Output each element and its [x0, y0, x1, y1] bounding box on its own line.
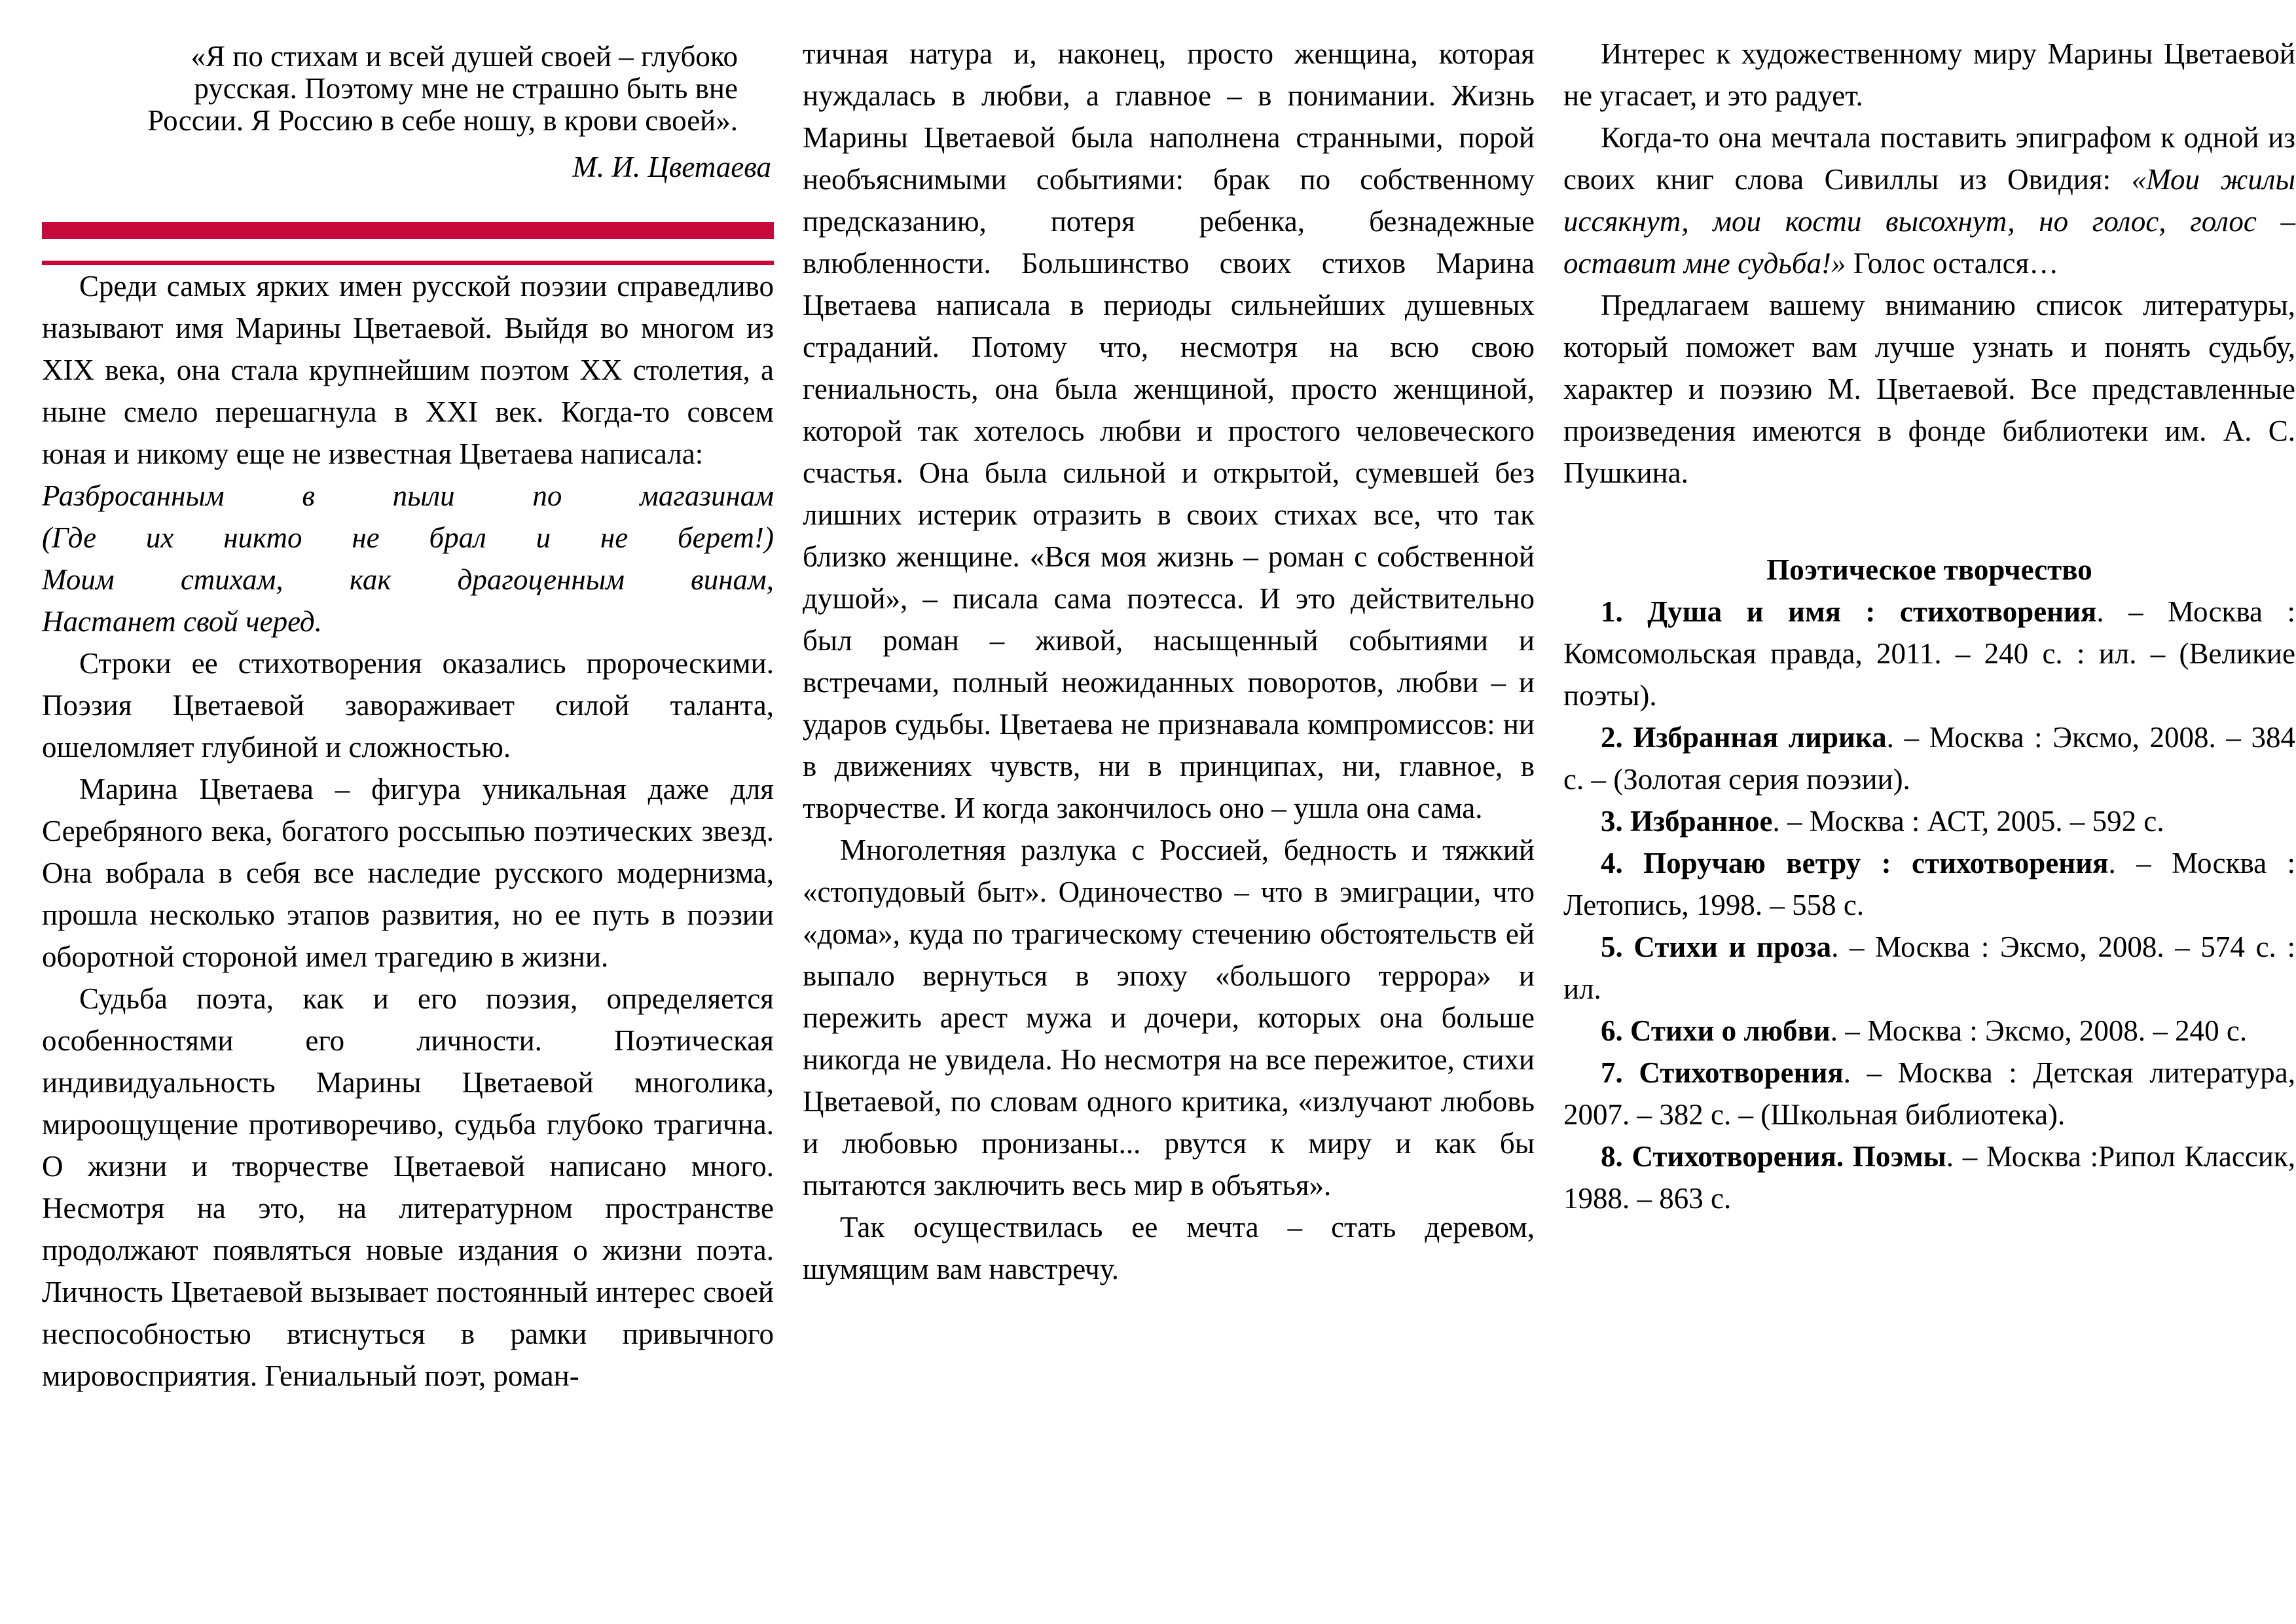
bibliography-item	[1563, 842, 2295, 926]
column-right	[1563, 33, 2295, 1624]
divider-thin-line	[42, 261, 774, 265]
bibliography-item	[1563, 716, 2295, 800]
bibliography-item	[1563, 1135, 2295, 1219]
quote-tail: Голос остался…	[1846, 247, 2059, 280]
item-title: 3. Избранное	[1601, 805, 1773, 838]
sibyl-quote: «Мои жилы иссякнут, мои кости высохнут, но голос, голос – оставит мне судьба!»	[1563, 163, 2295, 280]
item-details: . – Москва : Летопись, 1998. – 558 с.	[1563, 847, 2295, 921]
epigraph-quote: «Я по стихам и всей душей своей – глубоко русская. Поэтому мне не страшно быть вне России. Я Россию в себе ношу, в крови своей».	[147, 40, 738, 137]
item-details: . – Москва : Комсомольская правда, 2011. – 240 с. : ил. – (Великие поэты).	[1563, 595, 2295, 712]
paragraph: Судьба поэта, как и его поэзия, определяется особенностями его личности. Поэтическая индивидуальность Марины Цветаевой многолика, мироощущение противоречиво, судьба глубоко трагична. О жизни и творчестве Цветаевой написано много. Несмотря на это, на литературном пространстве продолжают появляться новые издания о жизни поэта. Личность Цветаевой вызывает постоянный интерес своей неспособностью втиснуться в рамки привычного мировосприятия. Гениальный поэт, роман-	[42, 982, 774, 1392]
paragraph: Так осуществилась ее мечта – стать деревом, шумящим вам навстречу.	[803, 1211, 1535, 1285]
item-title: 5. Стихи и проза	[1601, 931, 1832, 963]
item-title: 6. Стихи о любви	[1601, 1014, 1831, 1047]
column-left	[42, 33, 774, 1624]
poem-block	[42, 475, 774, 642]
epigraph-author: М. И. Цветаева	[572, 151, 771, 183]
quote-lead-in: Когда-то она мечтала поставить эпиграфом к одной из своих книг слова Сивиллы из Овидия:	[1563, 121, 2295, 196]
bibliography-item	[1563, 926, 2295, 1010]
bibliography-item	[1563, 800, 2295, 842]
item-title: 8. Стихотворения. Поэмы	[1601, 1140, 1946, 1173]
divider-thick-bar	[42, 222, 774, 239]
poem-line: Разбросанным в пыли по магазинам	[42, 479, 774, 512]
poem-line: (Где их никто не брал и не берет!)	[42, 521, 774, 554]
poem-line: Настанет свой черед.	[42, 605, 322, 638]
column-center	[803, 33, 1535, 1624]
bibliography-item	[1563, 1052, 2295, 1135]
paragraph: Строки ее стихотворения оказались пророческими. Поэзия Цветаевой завораживает силой таланта, ошеломляет глубиной и сложностью.	[42, 647, 774, 764]
paragraph: Марина Цветаева – фигура уникальная даже для Серебряного века, богатого россыпью поэтических звезд. Она вобрала в себя все наследие русского модернизма, прошла несколько этапов развития, но ее путь в поэзии оборотной стороной имел трагедию в жизни.	[42, 773, 774, 973]
item-details: . – Москва : АСТ, 2005. – 592 с.	[1772, 805, 2164, 838]
item-title: 4. Поручаю ветру : стихотворения	[1601, 847, 2109, 879]
bibliography-item	[1563, 591, 2295, 716]
paragraph: Интерес к художественному миру Марины Цветаевой не угасает, и это радует.	[1563, 37, 2295, 112]
paragraph-reading-list-intro: Предлагаем вашему вниманию список литературы, который поможет вам лучше узнать и понять судьбу, характер и поэзию М. Цветаевой. Все представленные произведения имеются в фонде библиотеки им. А. С. Пушкина.	[1563, 289, 2295, 489]
paragraph: Многолетняя разлука с Россией, бедность и тяжкий «стопудовый быт». Одиночество – что в эмиграции, что «дома», куда по трагическому стечению обстоятельств ей выпало вернуться в эпоху «большого террора» и пережить арест мужа и дочери, которых она больше никогда не увидела. Но несмотря на все пережитое, стихи Цветаевой, по словам одного критика, «излучают любовь и любовью пронизаны... рвутся к миру и как бы пытаются заключить весь мир в объятья».	[803, 834, 1535, 1202]
paragraph-with-quote	[1563, 117, 2295, 284]
item-details: . – Москва : Эксмо, 2008. – 240 с.	[1830, 1014, 2248, 1047]
section-heading: Поэтическое творчество	[1766, 553, 2092, 586]
paragraph-continuation: тичная натура и, наконец, просто женщина, которая нуждалась в любви, а главное – в понимании. Жизнь Марины Цветаевой была наполнена странными, порой необъяснимыми событиями: брак по собственному предсказанию, потеря ребенка, безнадежные влюбленности. Большинство своих стихов Марина Цветаева написала в периоды сильнейших душевных страданий. Потому что, несмотря на всю свою гениальность, она была женщиной, просто женщиной, которой так хотелось любви и простого человеческого счастья. Она была сильной и открытой, сумевшей без лишних истерик отразить в своих стихах все, что так близко женщине. «Вся моя жизнь – роман с собственной душой», – писала сама поэтесса. И это действительно был роман – живой, насыщенный событиями и встречами, полный неожиданных поворотов, любви – и ударов судьбы. Цветаева не признавала компромиссов: ни в движениях чувств, ни в принципах, ни, главное, в творчестве. И когда закончилось оно – ушла она сама.	[803, 37, 1535, 824]
poem-line: Моим стихам, как драгоценным винам,	[42, 563, 774, 596]
bibliography-item	[1563, 1010, 2295, 1052]
item-title: 7. Стихотворения	[1601, 1056, 1844, 1089]
item-details: . – Москва :Рипол Классик, 1988. – 863 с.	[1563, 1140, 2295, 1215]
item-details: . – Москва : Детская литература, 2007. – 382 с. – (Школьная библиотека).	[1563, 1056, 2295, 1131]
paragraph-intro: Среди самых ярких имен русской поэзии справедливо называют имя Марины Цветаевой. Выйдя во многом из XIX века, она стала крупнейшим поэтом XX столетия, а ныне смело перешагнула в XXI век. Когда-то совсем юная и никому еще не известная Цветаева написала:	[42, 270, 774, 470]
item-details: . – Москва : Эксмо, 2008. – 574 с. : ил.	[1563, 931, 2295, 1005]
item-title: 1. Душа и имя : стихотворения	[1601, 595, 2097, 628]
item-title: 2. Избранная лирика	[1601, 721, 1887, 754]
item-details: . – Москва : Эксмо, 2008. – 384 с. – (Золотая серия поэзии).	[1563, 721, 2295, 796]
